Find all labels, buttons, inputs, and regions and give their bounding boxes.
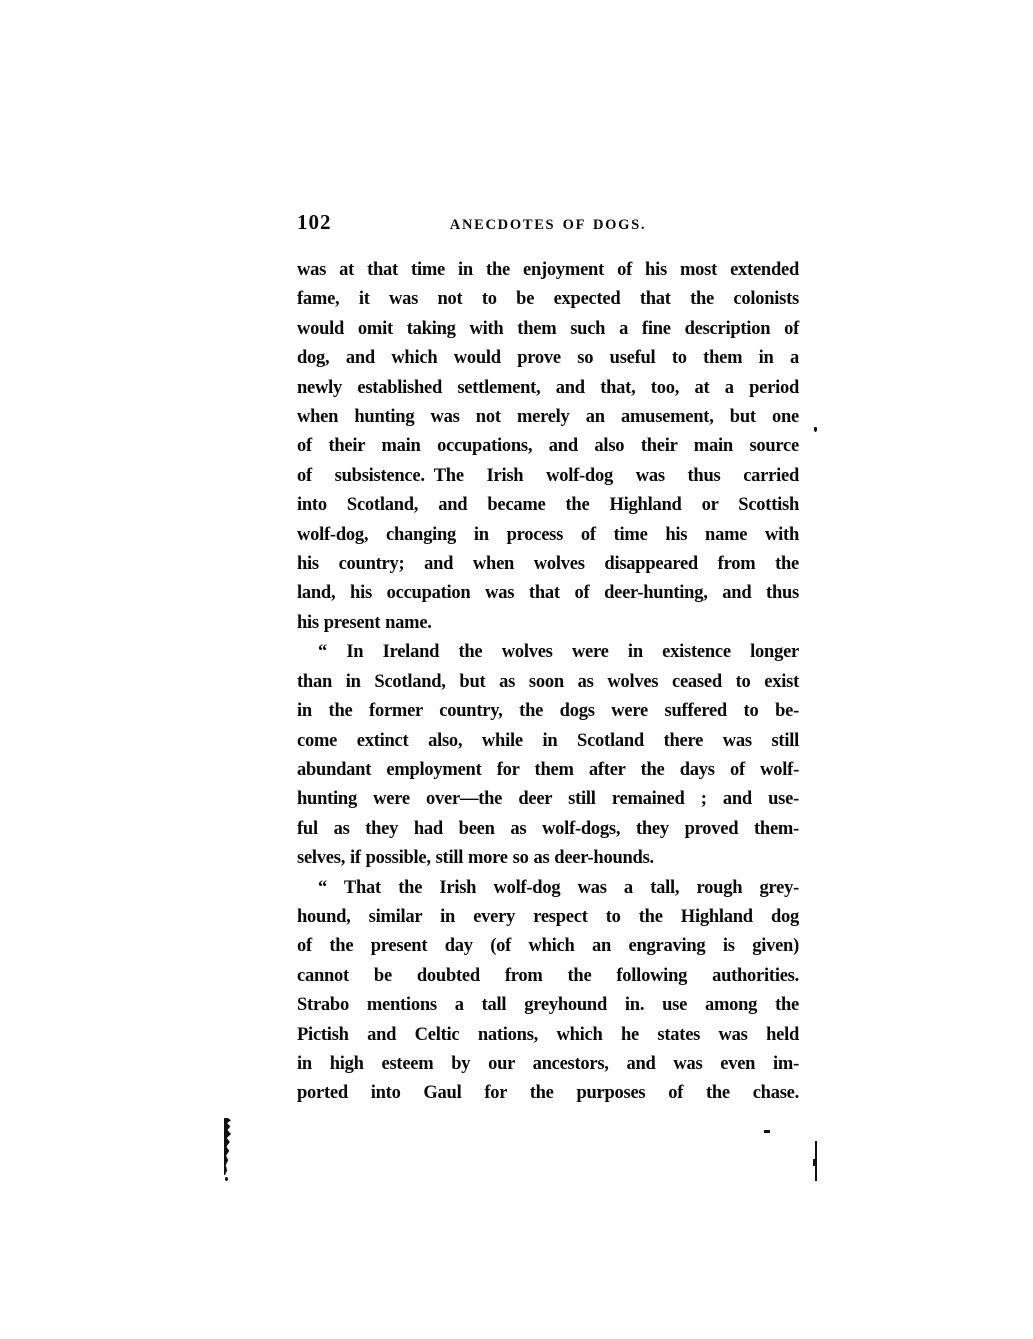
text-line-p1-3: would omit taking with them such a fine description of: [297, 318, 799, 339]
page-header: [297, 210, 799, 240]
scan-artifact-speck: [814, 427, 817, 432]
text-line-p1-13: his present name.: [297, 612, 432, 633]
text-line-p2-1: “ In Ireland the wolves were in existence longer: [318, 642, 799, 663]
text-line-p1-9: into Scotland, and became the Highland or Scottish: [297, 495, 799, 516]
scan-artifact-dot: [225, 1177, 228, 1181]
page-number: 102: [297, 210, 332, 234]
text-line-p3-6: Pictish and Celtic nations, which he states was held: [297, 1024, 799, 1045]
text-line-p2-3: in the former country, the dogs were suffered to be-: [297, 701, 799, 722]
text-line-p3-7: in high esteem by our ancestors, and was even im-: [297, 1053, 799, 1074]
text-line-p1-5: newly established settlement, and that, too, at a period: [297, 377, 799, 398]
text-line-p1-1: was at that time in the enjoyment of his most extended: [297, 260, 799, 280]
text-line-p3-2: hound, similar in every respect to the Highland dog: [297, 906, 799, 927]
text-line-p1-12: land, his occupation was that of deer-hunting, and thus: [297, 583, 799, 604]
text-line-p2-4: come extinct also, while in Scotland there was still: [297, 730, 799, 751]
text-line-p1-11: his country; and when wolves disappeared from the: [297, 554, 799, 575]
text-line-p3-8: ported into Gaul for the purposes of the chase.: [297, 1083, 799, 1104]
text-line-p1-2: fame, it was not to be expected that the colonists: [297, 289, 799, 310]
text-line-p3-5: Strabo mentions a tall greyhound in. use among the: [297, 995, 799, 1016]
text-line-p3-3: of the present day (of which an engraving is given): [297, 936, 799, 957]
text-line-p1-4: dog, and which would prove so useful to them in a: [297, 348, 799, 369]
scan-artifact-ink-blot: [224, 1118, 231, 1175]
text-line-p2-8: selves, if possible, still more so as deer-hounds.: [297, 848, 654, 869]
body-text: [297, 256, 799, 1109]
text-line-p2-2: than in Scotland, but as soon as wolves ceased to exist: [297, 671, 799, 692]
text-line-p2-6: hunting were over—the deer still remained ; and use-: [297, 789, 799, 810]
running-title: ANECDOTES OF DOGS.: [449, 217, 647, 233]
text-line-p3-4: cannot be doubted from the following authorities.: [297, 965, 799, 986]
scan-artifact-dash: [764, 1130, 770, 1133]
text-line-p1-8: of subsistence. The Irish wolf-dog was thus carried: [297, 465, 799, 486]
text-line-p2-7: ful as they had been as wolf-dogs, they proved them-: [297, 818, 799, 839]
text-line-p2-5: abundant employment for them after the days of wolf-: [297, 759, 799, 780]
text-line-p1-10: wolf-dog, changing in process of time his name with: [297, 524, 799, 545]
text-line-p1-6: when hunting was not merely an amusement, but one: [297, 407, 799, 428]
scan-artifact-nub: [813, 1159, 817, 1166]
text-line-p3-1: “ That the Irish wolf-dog was a tall, rough grey-: [318, 877, 799, 898]
text-line-p1-7: of their main occupations, and also their main source: [297, 436, 799, 457]
